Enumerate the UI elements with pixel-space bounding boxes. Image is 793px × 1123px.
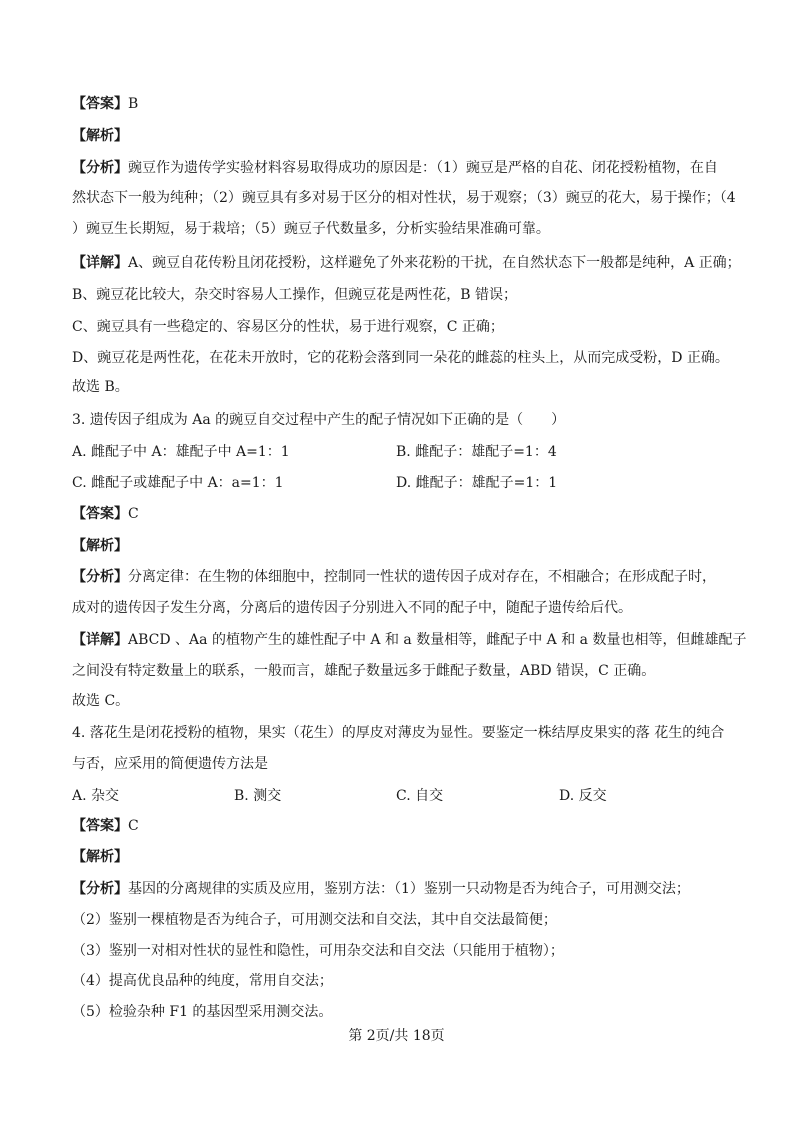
q2-analysis-heading: [72, 127, 752, 145]
answer-value: B: [128, 96, 139, 112]
q3-stem: 3. 遗传因子组成为 Aa 的豌豆自交过程中产生的配子情况如下正确的是（ ）: [72, 412, 566, 428]
q3-fenxi-line-2: 成对的遗传因子发生分离，分离后的遗传因子分别进入不同的配子中，随配子遗传给后代。: [72, 600, 632, 616]
q3-option-c: C. 雌配子或雄配子中 A：a=1：1: [72, 475, 284, 491]
answer-value: C: [128, 506, 139, 522]
q4-option-d: D. 反交: [559, 788, 607, 804]
xiangjie-tag: 【详解】: [72, 632, 128, 648]
q2-fenxi-line-1: [72, 159, 752, 177]
xiangjie-tag: 【详解】: [72, 255, 128, 271]
xiangjie-text: ABCD 、Aa 的植物产生的雄性配子中 A 和 a 数量相等，雌配子中 A 和 a 数量也相等，但雌雄配子: [128, 632, 747, 648]
q4-point-2: （2）鉴别一棵植物是否为纯合子，可用测交法和自交法，其中自交法最简便；: [72, 912, 557, 928]
q2-xiangjie-line-1: [72, 254, 752, 272]
fenxi-text: 豌豆作为遗传学实验材料容易取得成功的原因是：（1）豌豆是严格的自花、闭花授粉植物，在自: [128, 160, 718, 176]
q2-option-d-explain: D、豌豆花是两性花，在花未开放时，它的花粉会落到同一朵花的雌蕊的柱头上，从而完成受粉，D 正确。: [72, 350, 729, 366]
q4-stem-line-1: 4. 落花生是闭花授粉的植物，果实（花生）的厚皮对薄皮为显性。要鉴定一株结厚皮果实的落 花生的纯合: [72, 725, 725, 741]
q4-point-5: （5）检验杂种 F1 的基因型采用测交法。: [72, 1004, 333, 1020]
q3-fenxi-line-1: [72, 568, 752, 586]
q4-option-c: C. 自交: [396, 788, 444, 804]
answer-tag: 【答案】: [72, 818, 128, 834]
q2-conclusion: 故选 B。: [72, 379, 129, 395]
q4-stem-line-2: 与否，应采用的简便遗传方法是: [72, 756, 268, 772]
analysis-tag: 【解析】: [72, 849, 128, 865]
q3-xiangjie-line-2: 之间没有特定数量上的联系，一般而言，雄配子数量远多于雌配子数量，ABD 错误，C 正确。: [72, 663, 656, 679]
q2-answer-line: [72, 95, 752, 113]
q4-option-b: B. 测交: [234, 788, 282, 804]
fenxi-tag: 【分析】: [72, 881, 128, 897]
q3-xiangjie-line-1: [72, 631, 752, 649]
xiangjie-text: A、豌豆自花传粉且闭花授粉，这样避免了外来花粉的干扰，在自然状态下一般都是纯种，A 正确；: [128, 255, 741, 271]
fenxi-tag: 【分析】: [72, 160, 128, 176]
q4-point-4: （4）提高优良品种的纯度，常用自交法；: [72, 973, 333, 989]
fenxi-text: 分离定律：在生物的体细胞中，控制同一性状的遗传因子成对存在，不相融合；在形成配子时，: [128, 569, 716, 585]
q2-fenxi-line-2: 然状态下一般为纯种；（2）豌豆具有多对易于区分的相对性状，易于观察；（3）豌豆的花大，易于操作；（4: [72, 190, 736, 206]
q4-fenxi-line-1: [72, 880, 752, 898]
q3-option-b: B. 雌配子：雄配子=1：4: [396, 444, 557, 460]
q2-option-b-explain: B、豌豆花比较大，杂交时容易人工操作，但豌豆花是两性花，B 错误；: [72, 287, 518, 303]
q4-analysis-heading: [72, 848, 752, 866]
answer-tag: 【答案】: [72, 96, 128, 112]
answer-tag: 【答案】: [72, 506, 128, 522]
q4-point-3: （3）鉴别一对相对性状的显性和隐性，可用杂交法和自交法（只能用于植物）；: [72, 943, 564, 959]
q3-option-a: A. 雌配子中 A：雄配子中 A=1：1: [72, 444, 290, 460]
answer-value: C: [128, 818, 139, 834]
q3-conclusion: 故选 C。: [72, 693, 130, 709]
q4-option-a: A. 杂交: [72, 788, 120, 804]
fenxi-tag: 【分析】: [72, 569, 128, 585]
analysis-tag: 【解析】: [72, 128, 128, 144]
q2-fenxi-line-3: ）豌豆生长期短，易于栽培；（5）豌豆子代数量多，分析实验结果准确可靠。: [72, 221, 550, 237]
fenxi-text: 基因的分离规律的实质及应用，鉴别方法：（1）鉴别一只动物是否为纯合子，可用测交法；: [128, 881, 690, 897]
q3-option-d: D. 雌配子：雄配子=1：1: [396, 475, 558, 491]
q3-answer-line: [72, 505, 752, 523]
page-number-footer: 第 2页/共 18页: [348, 1028, 445, 1044]
q2-option-c-explain: C、豌豆具有一些稳定的、容易区分的性状，易于进行观察，C 正确；: [72, 319, 504, 335]
analysis-tag: 【解析】: [72, 538, 128, 554]
q4-answer-line: [72, 817, 752, 835]
q3-analysis-heading: [72, 537, 752, 555]
